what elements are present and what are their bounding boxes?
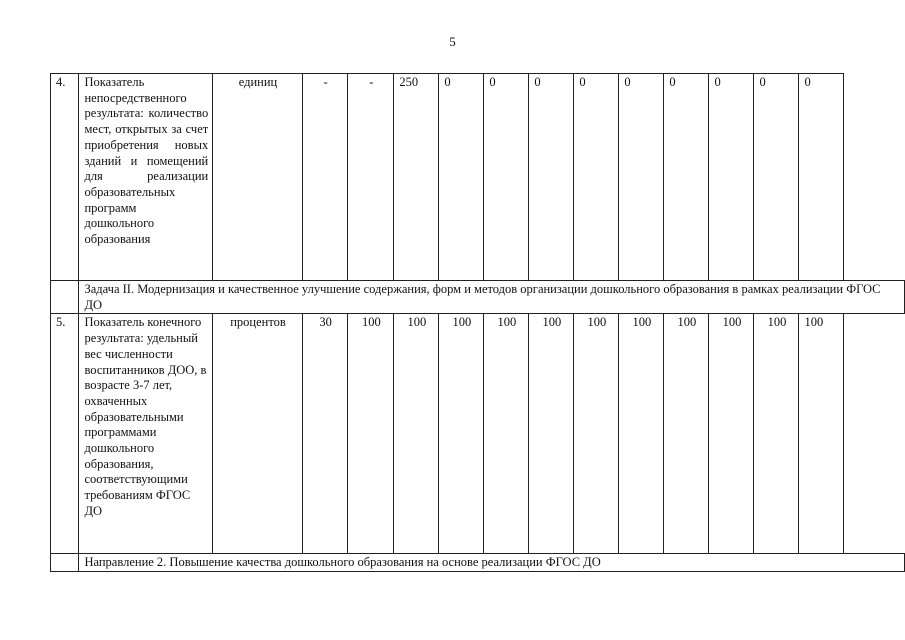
table-row-indicator-4 xyxy=(51,74,905,281)
table-row-task xyxy=(51,281,905,314)
value-cell: 0 xyxy=(799,74,844,281)
indicator-name: Показатель непосредственного результата: количество мест, открытых за счет приобретения новых зданий и помещений для реализации образовательных программ дошкольного образования xyxy=(79,74,213,281)
value-cell: 100 xyxy=(619,314,664,554)
value-cell: 0 xyxy=(484,74,529,281)
table-row-direction xyxy=(51,554,905,572)
row-number: 4. xyxy=(51,74,79,281)
indicators-table xyxy=(50,73,905,572)
value-cell: 100 xyxy=(799,314,844,554)
value-cell: 100 xyxy=(529,314,574,554)
indicator-name: Показатель конечного результата: удельный вес численности воспитанников ДОО, в возрасте 3-7 лет, охваченных образовательными программами дошкольного образования, соответствующими требованиям ФГОС ДО xyxy=(79,314,213,554)
value-cell: 30 xyxy=(302,314,348,554)
value-cell: 100 xyxy=(754,314,799,554)
empty-cell xyxy=(51,281,79,314)
value-cell: 100 xyxy=(709,314,754,554)
value-cell: - xyxy=(302,74,348,281)
value-cell: 0 xyxy=(619,74,664,281)
empty-cell xyxy=(51,554,79,572)
value-cell: 0 xyxy=(439,74,484,281)
direction-heading: Направление 2. Повышение качества дошкольного образования на основе реализации ФГОС ДО xyxy=(79,554,905,572)
value-cell: 0 xyxy=(574,74,619,281)
value-cell: 100 xyxy=(348,314,394,554)
value-cell: 0 xyxy=(754,74,799,281)
value-cell: 100 xyxy=(664,314,709,554)
value-cell: 250 xyxy=(394,74,439,281)
value-cell: 100 xyxy=(484,314,529,554)
value-cell: 100 xyxy=(574,314,619,554)
value-cell: - xyxy=(348,74,394,281)
table-row-indicator-5 xyxy=(51,314,905,554)
value-cell: 0 xyxy=(709,74,754,281)
value-cell: 100 xyxy=(394,314,439,554)
unit-cell: процентов xyxy=(213,314,303,554)
value-cell: 0 xyxy=(664,74,709,281)
unit-cell: единиц xyxy=(213,74,303,281)
row-number: 5. xyxy=(51,314,79,554)
page-number: 5 xyxy=(449,34,456,49)
value-cell: 0 xyxy=(529,74,574,281)
value-cell: 100 xyxy=(439,314,484,554)
task-heading: Задача II. Модернизация и качественное улучшение содержания, форм и методов организации дошкольного образования в рамках реализации ФГОС ДО xyxy=(79,281,905,314)
